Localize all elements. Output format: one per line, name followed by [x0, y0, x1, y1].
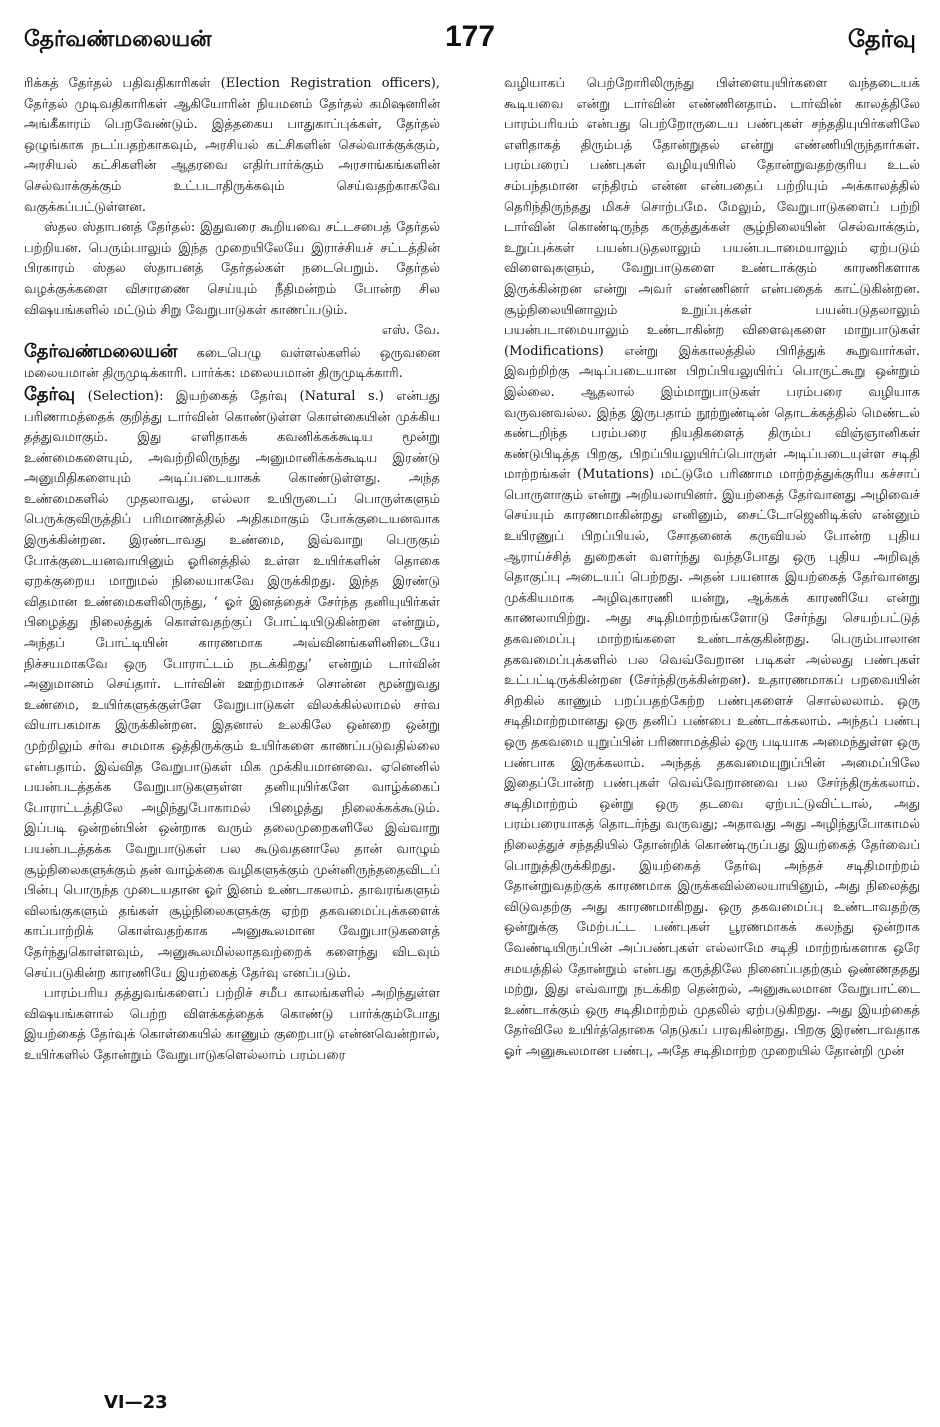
running-head-left: தேர்வண்மலையன்	[24, 26, 212, 52]
right-column	[504, 74, 920, 1063]
paragraph-heredity: பாரம்பரிய தத்துவங்களைப் பற்றிச் சமீப காலங்களில் அறிந்துள்ள விஷயங்களால் பெற்ற விளக்கத்தைக் கொண்டு பார்க்கும்போது இயற்கைத் தேர்வுக் கொள்கையில் காணும் குறைபாடு என்னவென்றால், உயிர்களில் தோன்றும் வேறுபாடுகளெல்லாம் பரம்பரை	[24, 986, 440, 1063]
paragraph-darwin-continued: வழியாகப் பெற்றோரிலிருந்து பிள்ளையுயிர்களை வந்தடையக் கூடியவை என்று டார்வின் எண்ணினதாம். டார்வின் காலத்திலே பாரம்பரியம் என்பது பெற்றோருடைய பண்புகள் சந்ததியுயிர்களிலே எளிதாகத் திரும்பத் தோன்றுதல் என்று எண்ணியிருந்தார்கள். பரம்பரைப் பண்புகள் வழியுயிரில் தோன்றுவதற்குரிய உடல் சம்பந்தமான எந்திரம் என்ன என்பதைப் பற்றியும் அக்காலத்தில் தெரிந்திருந்தது மிகச் சொற்பமே. மேலும், வேறுபாடுகளைப் பற்றி டார்வின் கொண்டிருந்த கருத்துக்கள் சூழ்நிலையின் செல்வாக்கும், உறுப்புக்கள் பயன்படுதலாலும் பயன்படாமையாலும் ஏற்படும் விளைவுகளும், வேறுபாடுகளை உண்டாக்கும் காரணிகளாக இருக்கின்றன என்று அவர் எண்ணினர் என்பதைக் காட்டுகின்றன. சூழ்நிலையினாலும் உறுப்புக்கள் பயன்படுதலாலும் பயன்படாமையாலும் உண்டாகின்ற விளைவுகளை மாறுபாடுகள் (Modifications) என்று இக்காலத்தில் பிரித்துக் கூறுவார்கள். இவற்றிற்கு அடிப்படையான பிறப்பியலுயிர்ப் பொருட்கூறு ஒன்றும் இல்லை. ஆதலால் இம்மாறுபாடுகள் பரம்பரை வழியாக வருவனவல்ல. இந்த இருபதாம் நூற்றுண்டின் தொடக்கத்தில் மெண்டல் கண்டறிந்த பரம்பரை நியதிகளைத் திரும்ப விஞ்ஞானிகள் கண்டுபிடித்த பிறகு, பிறப்பியலுயிர்ப்பொருள் அடிப்படையுள்ள சடிதி மாற்றங்கள் (Mutations) மட்டுமே பரிணாம மாற்றத்துக்குரிய கச்சாப் பொருளாகும் என்று அறியலாயினர். இயற்கைத் தேர்வானது அழிவைச் செய்யும் காரணமாகின்றது எனினும், சைட்டோஜெனிடிக்ஸ் என்னும் உயிரணுப் பிறப்பியல், சோதனைக் கருவியல் போன்ற புதிய ஆராய்ச்சித் துறைகள் வளர்ந்து வந்தபோது ஒரு புதிய அறிவுத் தொகுப்பு அடையப் பெற்றது. அதன் பயனாக இயற்கைத் தேர்வானது முக்கியமாக அழிவுகாரணி யன்று, ஆக்கக் காரணியே என்று காணலாயிற்று. அது சடிதிமாற்றங்களோடு சேர்ந்து செயற்பட்டுத் தகவமைப்பு மாற்றங்களை உண்டாக்குகின்றது. பெரும்பாலான தகவமைப்புக்களில் பல வெவ்வேறான படிகள் அல்லது பண்புகள் உட்பட்டிருக்கின்றன (சேர்ந்திருக்கின்றன). உதாரணமாகப் பறவையின் சிறகில் காணும் பறப்பதற்கேற்ற பண்புகளைச் சொல்லலாம். ஒரு சடிதிமாற்றமானது ஒரு தனிப் பண்பை உண்டாக்கலாம். அந்தப் பண்பு ஒரு தகவமை யுறுப்பின் பரிணாமத்தில் ஒரு படியாக அமைந்துள்ள ஒரு பண்பாக இருக்கலாம். அந்தத் தகவமையுறுப்பின் அமைப்பிலே இதைப்போன்ற பண்புகள் வெவ்வேறானவை பல சேர்ந்திருக்கலாம். சடிதிமாற்றம் ஒன்று ஒரு தடவை ஏற்பட்டுவிட்டால், அது பரம்பரையாகத் தொடர்ந்து வருவது; அதாவது அது அழிந்துபோகாமல் நிலைத்துச் சந்ததியில் தோன்றிக் கொண்டிருப்பது இயற்கைத் தேர்வைப் பொறுத்திருக்கிறது. இயற்கைத் தேர்வு அந்தச் சடிதிமாற்றம் தோன்றுவதற்குக் காரணமாக இருக்கவில்லையாயினும், அது நிலைத்து விடுவதற்கு அது காரணமாகிறது. ஒரு தகவமைப்பு உண்டாவதற்கு ஒன்றுக்கு மேற்பட்ட பண்புகள் பூரணமாகக் கலந்து ஒன்றாக வேண்டியிருப்பின் அப்பண்புகள் எல்லாமே சடிதி மாற்றங்களாக ஒரே சமயத்தில் தோன்றும் என்பது கருத்திலே நினைப்பதற்கும் ஒண்ணததது மற்று, இது எவ்வாறு நடக்கிற தென்றல், அனுகூலமான வேறுபாட்டை உண்டாக்கும் ஒரு சடிதிமாற்றம் முதலில் ஏற்படுகிறது. அது இயற்கைத் தேர்விலே உயிர்த்தொகை நெடுகப் பரவுகின்றது. பிறகு இரண்டாவதாக ஓர் அனுகூலமான பண்பு, அதே சடிதிமாற்ற முறையில் தோன்றி முன்	[504, 76, 920, 1059]
headword: தேர்வண்மலையன்	[24, 340, 178, 362]
entry-selection	[24, 385, 440, 984]
running-head-right: தேர்வு	[847, 24, 916, 53]
author-signature: எஸ். வே.	[381, 323, 440, 339]
volume-signature: VI—23	[104, 1392, 168, 1413]
headword: தேர்வு	[24, 383, 76, 405]
entry-therv-malaiyan	[24, 342, 440, 385]
page-header	[24, 14, 916, 64]
entry-text: (Selection): இயற்கைத் தேர்வு (Natural s.) என்பது பரிணாமத்தைக் குறித்து டார்வின் கொண்டுள்ள கொள்கையின் முக்கிய தத்துவமாகும். இது எளிதாகக் கவனிக்கக்கூடிய மூன்று உண்மைகளையும், அவற்றிலிருந்து அனுமானிக்கக்கூடிய இரண்டு அனுமிதிகளையும் அடிப்படையாகக் கொண்டுள்ளது. அந்த உண்மைகளில் முதலாவது, எல்லா உயிருடைப் பொருள்களும் பெருக்குவிருத்திப் பரிமாணத்தில் அதிகமாகும் போக்குடையனவாக இருக்கின்றன. இரண்டாவது உண்மை, இவ்வாறு பெருகும் போக்குடையனவாயினும் ஓரினத்தில் உள்ள உயிர்களின் தொகை ஏறக்குறைய மாறுமல் நிலையாகவே இருக்கிறது. இந்த இரண்டு விதமான உண்மைகளிலிருந்து, ‘ ஓர் இனத்தைச் சேர்ந்த தனியுயிர்கள் பிழைத்து நிலைத்துக் கொள்வதற்குப் போட்டியிடுகின்றன என்றும், அந்தப் போட்டியின் காரணமாக அவ்வினங்களினிடையே நிச்சயமாகவே ஒரு போராட்டம் நடக்கிறது’ என்றும் டார்வின் அனுமானம் செய்தார். டார்வின் ஊற்றமாகச் சொன்ன மூன்றுவது உண்மை, உயிர்களுக்குள்ளே வேறுபாடுகள் விலக்கில்லாமல் சர்வ வியாபகமாக இருக்கின்றன. இதனால் உலகிலே ஒன்றை ஒன்று முற்றிலும் சர்வ சமமாக ஒத்திருக்கும் உயிர்களை காணப்படுவதில்லை என்பதாம். இவ்வித வேறுபாடுகள் மிக முக்கியமானவை. ஏனெனில் பயன்படத்தக்க வேறுபாடுகளுள்ள தனியுயிர்களே வாழ்க்கைப் போராட்டத்திலே அழிந்துபோகாமல் பிழைத்து நிலைக்கக்கூடும். இப்படி ஒன்றன்பின் ஒன்றாக வரும் தலைமுறைகளிலே இவ்வாறு பயன்படத்தக்க வேறுபாடுகள் பல கூடுவதனாலே தான் வாழும் சூழ்நிலைகளுக்கும் தன் வாழ்க்கை வழிகளுக்கும் முன்னிருந்ததைவிடப் பின்பு பொருந்த முடையதான ஓர் இனம் உண்டாகலாம். தாவரங்களும் விலங்குகளும் தங்கள் சூழ்நிலைகளுக்கு ஏற்ற தகவமைப்புக்களைக் காப்பாற்றிக் கொள்வதற்காக அனுகூலமான வேறுபாடுகளைத் தேர்ந்துகொள்ளவும், அனுகூலமில்லாதவற்றைக் களைந்து விடவும் செய்படுகின்ற காரணியே இயற்கைத் தேர்வு எனப்படும்.	[24, 388, 440, 981]
paragraph-local-body-election: ஸ்தல ஸ்தாபனத் தேர்தல்: இதுவரை கூறியவை சட்டசபைத் தேர்தல் பற்றியன. பெரும்பாலும் இந்த முறையிலேயே இராச்சியச் சட்டத்தின் பிரகாரம் ஸ்தல ஸ்தாபனத் தேர்தல்கள் நடைபெறும். தேர்தல் வழக்குக்களை விசாரணை செய்யும் நீதிமன்றம் போன்ற சில விஷயங்களில் மட்டும் சிறு வேறுபாடுகள் காணப்படும்.	[24, 220, 440, 318]
paragraph-election-officers: ரிக்கத் தேர்தல் பதிவதிகாரிகள் (Election Registration officers), தேர்தல் முடிவதிகாரிகள் ஆகியோரின் நியமனம் தேர்தல் கமிஷனரின் அங்கீகாரம் பெறவேண்டும். இத்தகைய பாதுகாப்புக்கள், தேர்தல் ஒழுங்காக நடப்பதற்காகவும், அரசியல் கட்சிகளின் செல்வாக்குக்கும், அரசியல் கட்சிகளின் ஆதரவை எதிர்பார்க்கும் அரசாங்கங்களின் செல்வாக்குக்கும் உட்படாதிருக்கவும் செய்வதற்காகவே வகுக்கப்பட்டுள்ளன.	[24, 76, 440, 215]
left-column	[24, 74, 440, 1067]
entry-text: கடைபெழு வள்ளல்களில் ஒருவனை மலையமான் திருமுடிக்காரி. பார்க்க: மலையமான் திருமுடிக்காரி.	[24, 345, 440, 382]
page-number: 177	[444, 20, 496, 53]
